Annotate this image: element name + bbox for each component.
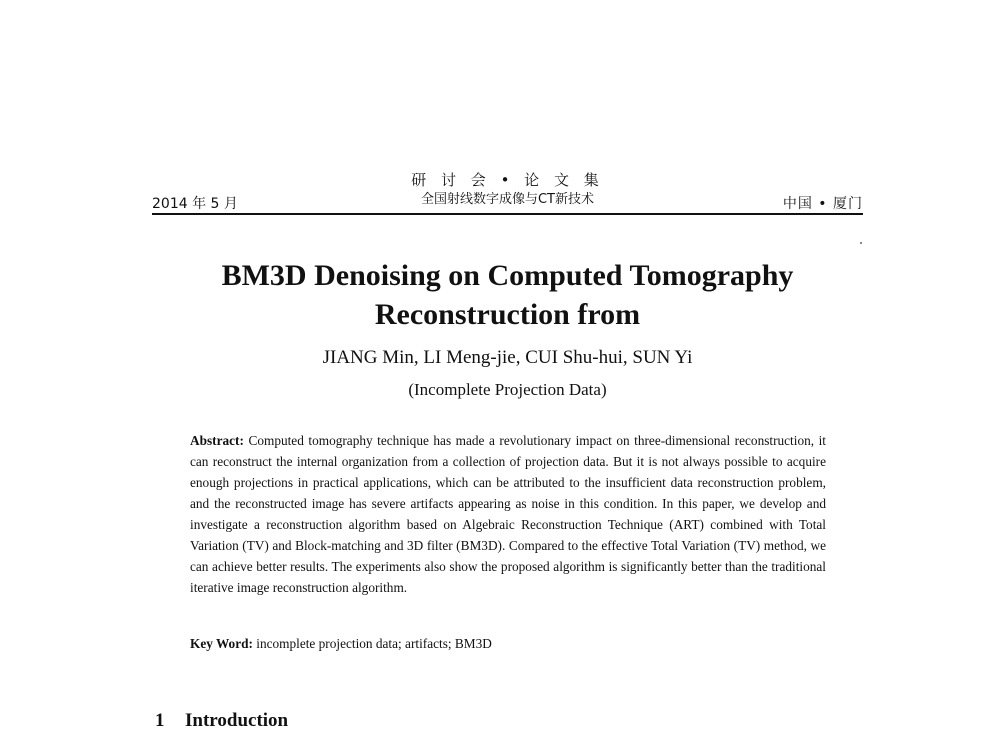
header-rule	[152, 213, 863, 215]
title-line-2: Reconstruction from	[374, 298, 641, 331]
authors: JIANG Min, LI Meng-jie, CUI Shu-hui, SUN Yi	[322, 347, 693, 368]
header-top-line: 研 讨 会 • 论 文 集	[411, 171, 604, 189]
keywords-text: incomplete projection data; artifacts; BM3D	[256, 636, 492, 651]
running-header	[152, 171, 863, 215]
abstract	[190, 430, 826, 598]
paper-title	[150, 256, 865, 334]
section-heading	[155, 710, 288, 732]
header-center	[152, 171, 863, 209]
section-number: 1	[155, 710, 165, 731]
header-location: 中国 • 厦门	[782, 196, 863, 212]
paper-subtitle: (Incomplete Projection Data)	[408, 380, 607, 399]
scan-speck	[860, 242, 862, 244]
title-line-1: BM3D Denoising on Computed Tomography	[221, 259, 794, 292]
header-sub-line: 全国射线数字成像与CT新技术	[420, 192, 595, 207]
keywords-label: Key Word:	[190, 636, 257, 651]
section-title: Introduction	[185, 710, 289, 731]
keywords	[190, 633, 826, 654]
header-date: 2014 年 5 月	[152, 196, 238, 212]
abstract-label: Abstract:	[190, 433, 249, 448]
abstract-text: Computed tomography technique has made a revolutionary impact on three-dimensional reconstruction, it can reconstruct the internal organization from a collection of projection data. But it is not always possible to acquire enough projections in practical applications, which can be attributed to the insufficient data reconstruction problem, and the reconstructed image has severe artifacts appearing as noise in this condition. In this paper, we develop and investigate a reconstruction algorithm based on Algebraic Reconstruction Technique (ART) combined with Total Variation (TV) and Block-matching and 3D filter (BM3D). Compared to the effective Total Variation (TV) method, we can achieve better results. The experiments also show the proposed algorithm is significantly better than the traditional iterative image reconstruction algorithm.	[190, 433, 826, 595]
